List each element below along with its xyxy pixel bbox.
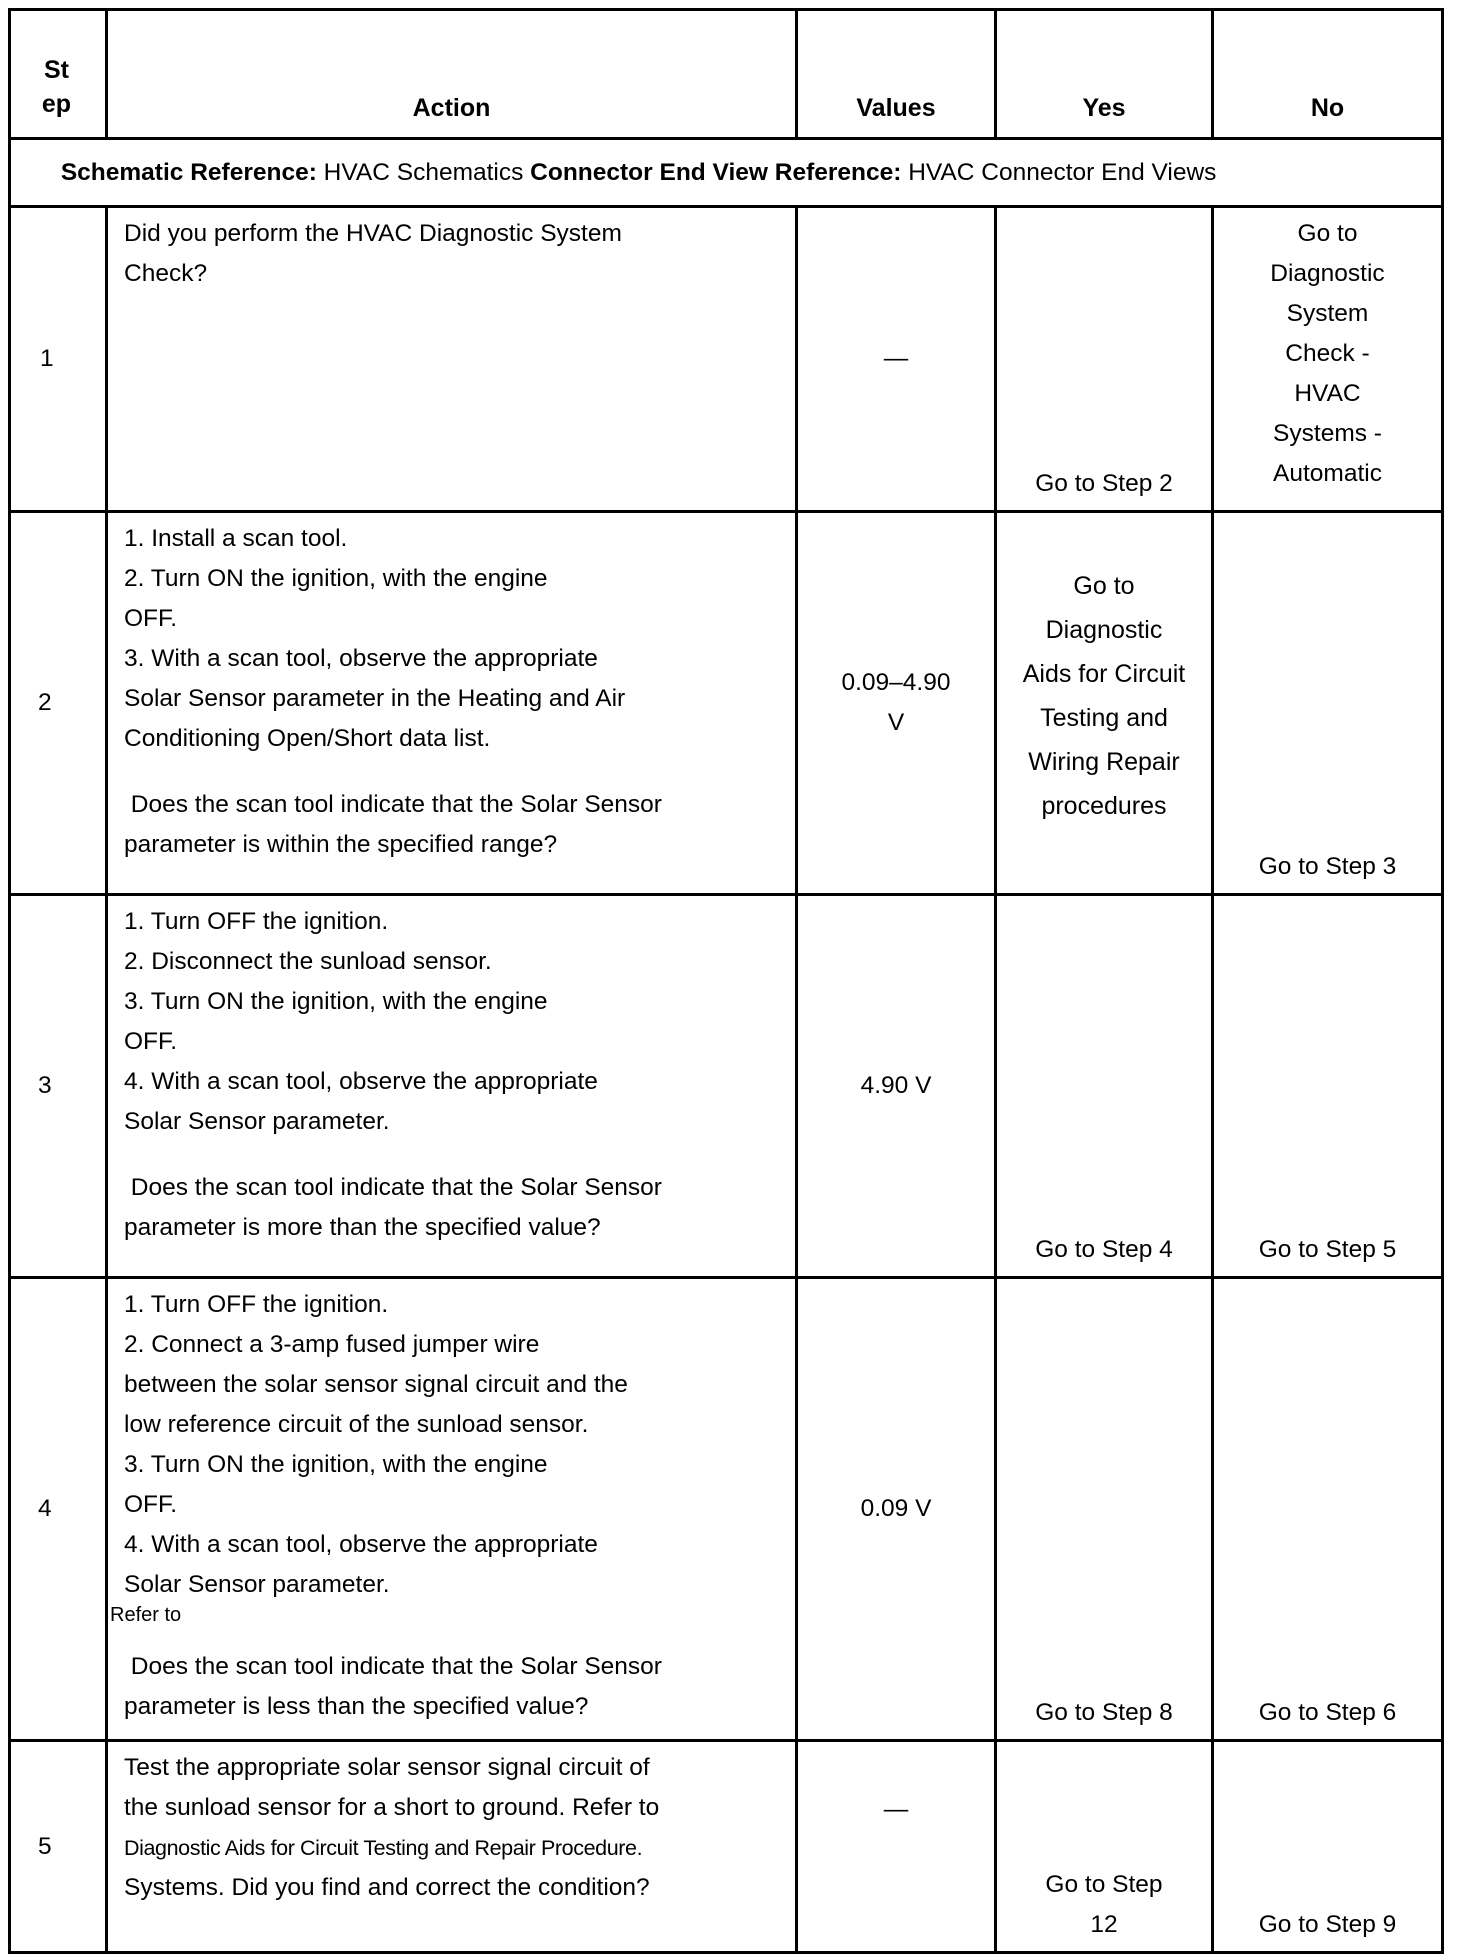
step-4-number: 4 — [8, 1279, 108, 1742]
step-2-number: 2 — [8, 513, 108, 896]
step-2-values: 0.09–4.90 V — [798, 513, 997, 896]
connector-reference-label: Connector End View Reference: — [530, 158, 902, 186]
step-4-yes: Go to Step 8 — [997, 1279, 1214, 1742]
connector-reference-value: HVAC Connector End Views — [901, 158, 1217, 186]
schematic-reference-label: Schematic Reference: — [60, 158, 317, 186]
step-1-yes: Go to Step 2 — [997, 208, 1214, 513]
step-3-no: Go to Step 5 — [1214, 896, 1444, 1279]
step-4-values: 0.09 V — [798, 1279, 997, 1742]
step-1-number: 1 — [8, 208, 108, 513]
step-5-values: — — [798, 1742, 997, 1954]
step-5-no: Go to Step 9 — [1214, 1742, 1444, 1954]
schematic-reference-value: HVAC Schematics — [316, 158, 531, 186]
step-2-action: 1. Install a scan tool. 2. Turn ON the ignition, with the engine OFF. 3. With a scan tool, observe the appropriate Solar Sensor parameter in the Heating and Air Conditioning Open/Short data list. Does the scan tool indicate that the Solar Sensor parameter is within the specified range? — [108, 513, 798, 896]
step-3-values: 4.90 V — [798, 896, 997, 1279]
step-2-yes: Go to Diagnostic Aids for Circuit Testing and Wiring Repair procedures — [997, 513, 1214, 896]
step-5-action: Test the appropriate solar sensor signal circuit of the sunload sensor for a short to ground. Refer to Diagnostic Aids for Circuit Testing and Repair Procedure. Systems. Did you find and correct the condition? — [108, 1742, 798, 1954]
header-values: Values — [798, 8, 997, 140]
header-step-line1: St — [44, 55, 69, 84]
step-5-number: 5 — [8, 1742, 108, 1954]
step-3-yes: Go to Step 4 — [997, 896, 1214, 1279]
header-no: No — [1214, 8, 1444, 140]
step-1-action: Did you perform the HVAC Diagnostic System Check? — [108, 208, 798, 513]
diagnostic-table — [8, 8, 1444, 1954]
header-yes: Yes — [997, 8, 1214, 140]
header-step-line2: ep — [41, 89, 72, 118]
step-3-action: 1. Turn OFF the ignition. 2. Disconnect the sunload sensor. 3. Turn ON the ignition, with the engine OFF. 4. With a scan tool, observe the appropriate Solar Sensor parameter. Does the scan tool indicate that the Solar Sensor parameter is more than the specified value? — [108, 896, 798, 1279]
step-3-number: 3 — [8, 896, 108, 1279]
step-5-yes: Go to Step 12 — [997, 1742, 1214, 1954]
header-action: Action — [108, 8, 798, 140]
step-4-action: 1. Turn OFF the ignition. 2. Connect a 3-amp fused jumper wire between the solar sensor signal circuit and the low reference circuit of the sunload sensor. 3. Turn ON the ignition, with the engine OFF. 4. With a scan tool, observe the appropriate Solar Sensor parameter. Refer to Does the scan tool indicate that the Solar Sensor parameter is less than the specified value? — [108, 1279, 798, 1742]
refer-to-note: Refer to — [110, 1604, 182, 1626]
step-1-no: Go to Diagnostic System Check - HVAC Systems - Automatic — [1214, 208, 1444, 513]
step-2-no: Go to Step 3 — [1214, 513, 1444, 896]
step-4-no: Go to Step 6 — [1214, 1279, 1444, 1742]
step-1-values: — — [798, 208, 997, 513]
reference-row — [8, 140, 1444, 208]
